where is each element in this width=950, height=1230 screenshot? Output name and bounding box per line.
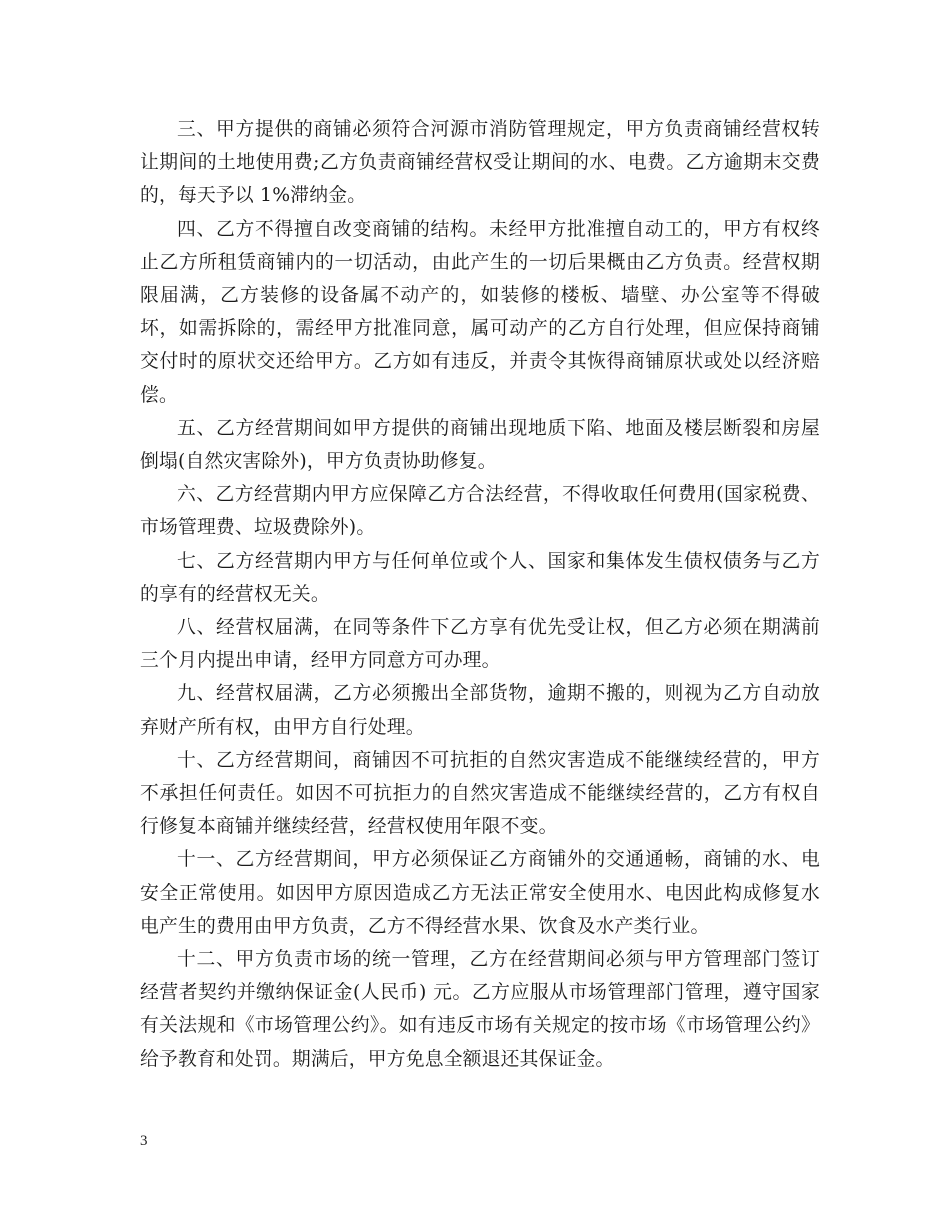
clause-3: 三、甲方提供的商铺必须符合河源市消防管理规定，甲方负责商铺经营权转让期间的土地使用费;乙方负责商铺经营权受让期间的水、电费。乙方逾期末交费的，每天予以 1%滞纳金。: [140, 119, 820, 207]
clause-11: 十一、乙方经营期间，甲方必须保证乙方商铺外的交通通畅，商铺的水、电安全正常使用。如因甲方原因造成乙方无法正常安全使用水、电因此构成修复水电产生的费用由甲方负责，乙方不得经营水果、饮食及水产类行业。: [140, 849, 820, 937]
document-body: [140, 113, 820, 1076]
page-number: 3: [140, 1133, 148, 1149]
clause-8: 八、经营权届满，在同等条件下乙方享有优先受让权，但乙方必须在期满前三个月内提出申请，经甲方同意方可办理。: [140, 617, 820, 672]
clause-6: 六、乙方经营期内甲方应保障乙方合法经营，不得收取任何费用(国家税费、市场管理费、垃圾费除外)。: [140, 484, 820, 539]
clause-12: 十二、甲方负责市场的统一管理，乙方在经营期间必须与甲方管理部门签订经营者契约并缴纳保证金(人民币) 元。乙方应服从市场管理部门管理，遵守国家有关法规和《市场管理公约》。如有违反市场有关规定的按市场《市场管理公约》给予教育和处罚。期满后，甲方免息全额退还其保证金。: [140, 949, 820, 1070]
clause-5: 五、乙方经营期间如甲方提供的商铺出现地质下陷、地面及楼层断裂和房屋倒塌(自然灾害除外)，甲方负责协助修复。: [140, 417, 820, 473]
clause-9: 九、经营权届满，乙方必须搬出全部货物，逾期不搬的，则视为乙方自动放弃财产所有权，由甲方自行处理。: [140, 683, 820, 738]
clause-10: 十、乙方经营期间，商铺因不可抗拒的自然灾害造成不能继续经营的，甲方不承担任何责任。如因不可抗拒力的自然灾害造成不能继续经营的，乙方有权自行修复本商铺并继续经营，经营权使用年限不变。: [140, 749, 820, 838]
clause-7: 七、乙方经营期内甲方与任何单位或个人、国家和集体发生债权债务与乙方的享有的经营权无关。: [140, 550, 820, 605]
clause-4: 四、乙方不得擅自改变商铺的结构。未经甲方批准擅自动工的，甲方有权终止乙方所租赁商铺内的一切活动，由此产生的一切后果概由乙方负责。经营权期限届满，乙方装修的设备属不动产的，如装修的楼板、墙壁、办公室等不得破坏，如需拆除的，需经甲方批准同意，属可动产的乙方自行处理，但应保持商铺交付时的原状交还给甲方。乙方如有违反，并责令其恢得商铺原状或处以经济赔偿。: [140, 218, 820, 406]
